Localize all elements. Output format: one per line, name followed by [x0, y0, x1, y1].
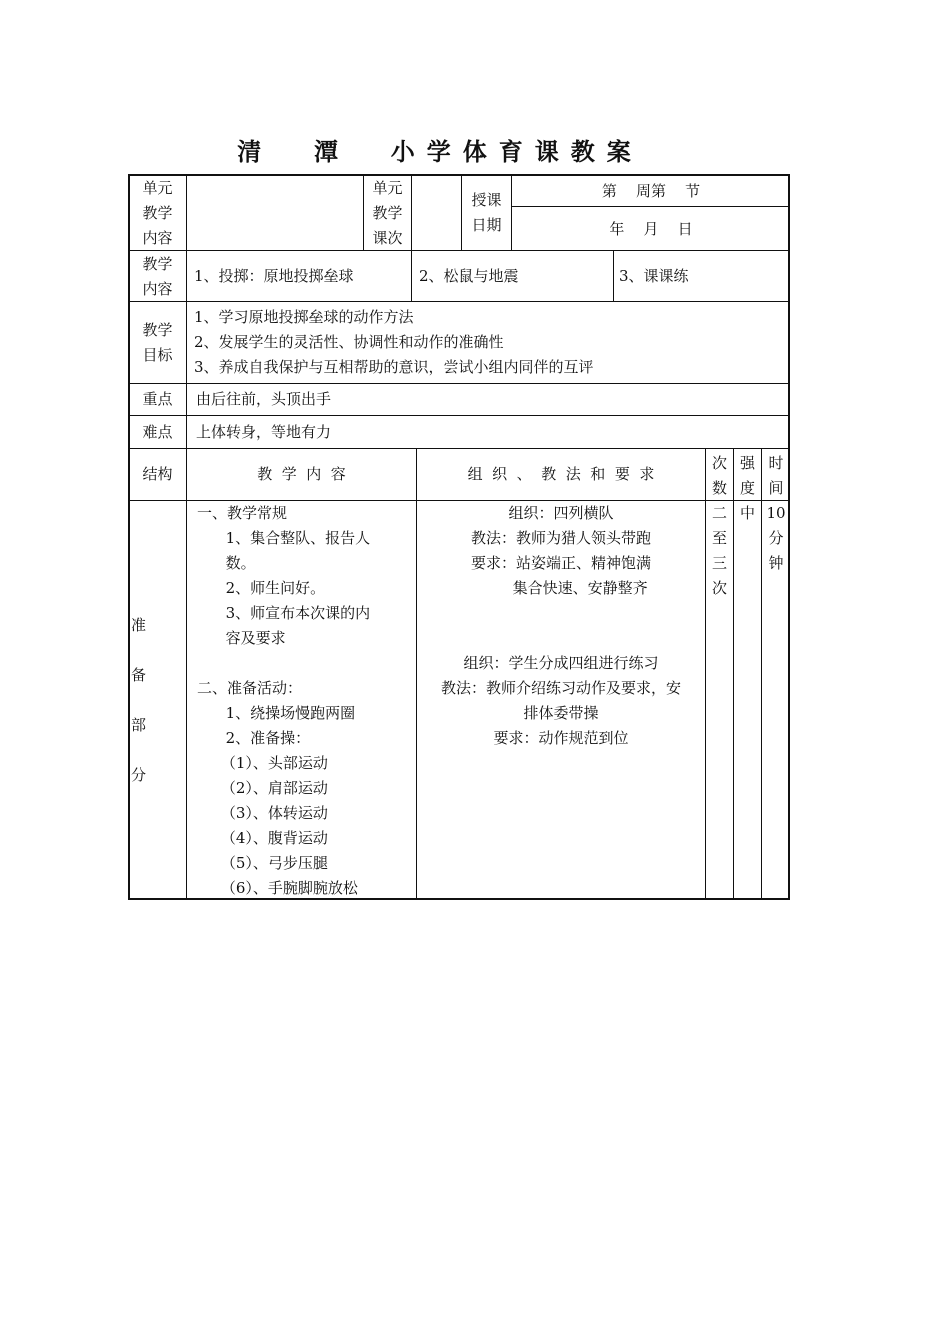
row-divider — [128, 415, 790, 416]
org-line: 组织：学生分成四组进行练习 — [463, 654, 659, 672]
date-label: 授课 日期 — [471, 191, 502, 234]
objectives-label: 教学 目标 — [142, 321, 173, 364]
key-point-label: 重点 — [142, 390, 173, 408]
prep-duration: 10 分 钟 — [766, 504, 786, 572]
org-line: 教法：教师为猎人领头带跑 — [470, 529, 651, 547]
col-divider — [411, 174, 412, 301]
date-row-divider — [511, 206, 790, 207]
content-header: 教 学 内 容 — [257, 465, 346, 483]
prep-times: 二 至 三 次 — [711, 504, 727, 597]
organization-header: 组 织 、 教 法 和 要 求 — [467, 465, 655, 483]
week-text: 第 周第 节 — [601, 182, 701, 200]
teaching-content-item: 1、投掷：原地投掷垒球 — [194, 267, 354, 285]
prep-intensity: 中 — [739, 504, 755, 522]
row-divider — [128, 448, 790, 449]
org-line: 组织：四列横队 — [508, 504, 614, 522]
difficulty-label: 难点 — [142, 423, 173, 441]
objective-line: 2、发展学生的灵活性、协调性和动作的准确性 — [194, 333, 504, 351]
org-line: 要求：动作规范到位 — [493, 729, 629, 747]
prep-content: 一、教学常规 1、集合整队、报告人 数。 2、师生问好。 3、师宣布本次课的内 容及要求 二、准备活动： 1、绕操场慢跑两圈 2、准备操： （1）、头部运动 （2）、肩部运动 （3）、体转运动 （4）、腹背运动 （5）、弓步压腿 （6）、手腕脚腕放松 — [197, 504, 371, 897]
teaching-content-label: 教学 内容 — [142, 255, 173, 298]
col-divider — [186, 174, 187, 900]
row-divider — [128, 383, 790, 384]
org-line: 集合快速、安静整齐 — [474, 579, 648, 597]
org-line: 教法：教师介绍练习动作及要求，安 — [440, 679, 681, 697]
date-text: 年 月 日 — [609, 220, 693, 238]
page-title: 清 潭 小学体育课教案 — [237, 138, 643, 166]
objective-line: 3、养成自我保护与互相帮助的意识，尝试小组内同伴的互评 — [194, 358, 594, 376]
times-header: 次 数 — [711, 454, 727, 497]
unit-content-label: 单元 教学 内容 — [142, 179, 173, 247]
unit-lesson-label: 单元 教学 课次 — [372, 179, 403, 247]
org-line: 排体委带操 — [523, 704, 599, 722]
teaching-content-item: 2、松鼠与地震 — [419, 267, 519, 285]
col-divider — [613, 250, 614, 301]
row-divider — [128, 301, 790, 302]
org-line: 要求：站姿端正、精神饱满 — [470, 554, 651, 572]
row-divider — [128, 250, 790, 251]
intensity-header: 强 度 — [739, 454, 755, 497]
difficulty-value: 上体转身，等地有力 — [196, 423, 332, 441]
key-point-value: 由后往前，头顶出手 — [196, 390, 332, 408]
structure-header: 结构 — [142, 465, 173, 483]
objective-line: 1、学习原地投掷垒球的动作方法 — [194, 308, 414, 326]
prep-section-label: 准 备 部 分 — [131, 616, 147, 784]
teaching-content-item: 3、课课练 — [619, 267, 689, 285]
duration-header: 时 间 — [768, 454, 784, 497]
